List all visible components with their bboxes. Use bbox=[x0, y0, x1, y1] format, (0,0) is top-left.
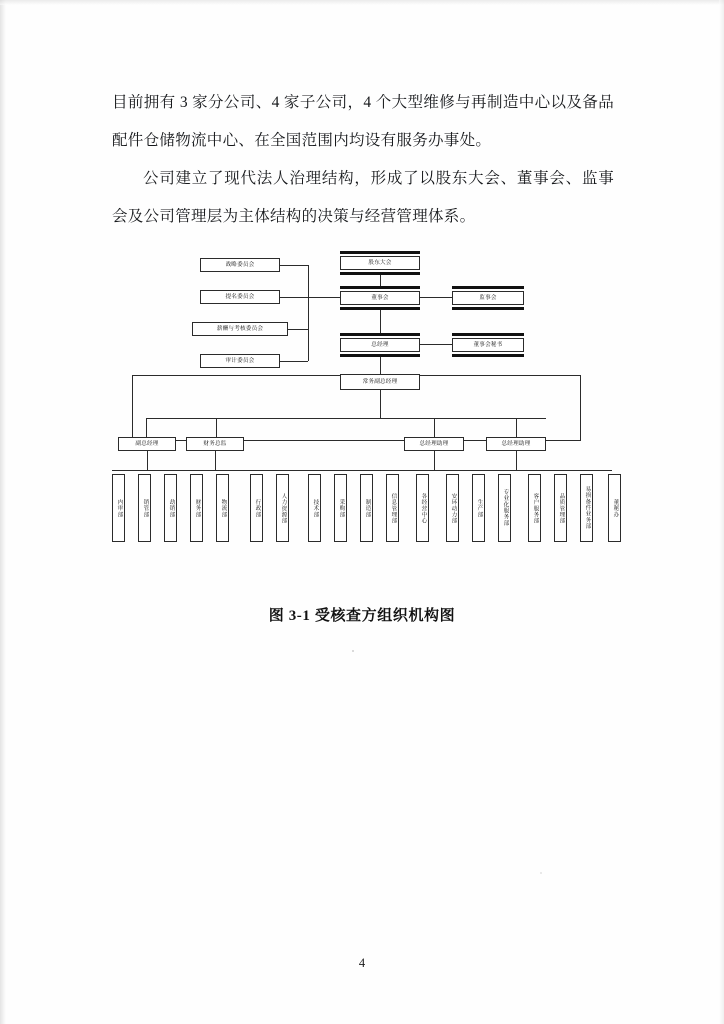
leaf-dept-business-centers: 各经营中心 bbox=[416, 474, 429, 542]
page-number: 4 bbox=[358, 956, 366, 970]
node-cfo: 财务总监 bbox=[186, 437, 244, 451]
line-rail-to-assistant-2 bbox=[516, 418, 517, 438]
leaf-dept-sales-support: 劫销部 bbox=[164, 474, 177, 542]
body-text bbox=[112, 84, 614, 236]
leaf-dept-professional-services: 专业化服务部 bbox=[498, 474, 511, 542]
leaf-dept-quality-management: 品质管理部 bbox=[554, 474, 567, 542]
leaf-dept-production: 生产部 bbox=[472, 474, 485, 542]
department-rail bbox=[112, 470, 612, 471]
node-committee-compensation: 薪酬与考核委员会 bbox=[192, 322, 288, 336]
scan-speck-2 bbox=[540, 872, 542, 874]
bar-shareholders-top bbox=[340, 251, 420, 254]
node-gm-assistant-1: 总经理助理 bbox=[404, 437, 464, 451]
line-deputy-gm-down bbox=[147, 451, 148, 470]
node-committee-strategy: 战略委员会 bbox=[200, 258, 280, 272]
line-board-to-supervisory bbox=[420, 297, 452, 298]
line-gm-to-secretary bbox=[420, 344, 452, 345]
leaf-dept-manufacturing: 制造部 bbox=[360, 474, 373, 542]
leaf-dept-administration: 行政部 bbox=[250, 474, 263, 542]
scan-edge-top bbox=[0, 0, 724, 5]
scan-speck-1 bbox=[352, 650, 354, 652]
bar-gm-top bbox=[340, 333, 420, 336]
line-deputy-down bbox=[380, 390, 381, 418]
line-assistant-2-down bbox=[516, 451, 517, 470]
leaf-dept-procurement: 采购部 bbox=[334, 474, 347, 542]
leaf-dept-logistics: 物流部 bbox=[216, 474, 229, 542]
committee-to-board bbox=[308, 297, 342, 298]
enclosure-top-left bbox=[132, 375, 340, 376]
committee-rail bbox=[308, 265, 309, 361]
leaf-dept-finance: 财务部 bbox=[190, 474, 203, 542]
node-board-of-directors: 董事会 bbox=[340, 291, 420, 305]
line-rail-to-deputy-gm bbox=[146, 418, 147, 438]
line-rail-to-cfo bbox=[216, 418, 217, 438]
line-assistant-1-down bbox=[434, 451, 435, 470]
node-shareholders-meeting: 股东大会 bbox=[340, 256, 420, 270]
line-rail-to-assistant-1 bbox=[434, 418, 435, 438]
line-gm-to-deputy bbox=[380, 357, 381, 375]
bar-supervisory-top bbox=[452, 286, 524, 289]
line-cfo-down bbox=[215, 451, 216, 470]
node-board-secretary: 董事会秘书 bbox=[452, 338, 524, 352]
paragraph-2: 公司建立了现代法人治理结构，形成了以股东大会、董事会、监事会及公司管理层为主体结构的决策与经营管理体系。 bbox=[112, 170, 614, 225]
middle-rail bbox=[146, 418, 546, 419]
leaf-dept-information-management: 信息管理部 bbox=[386, 474, 399, 542]
enclosure-right bbox=[580, 375, 581, 441]
enclosure-left bbox=[132, 375, 133, 441]
node-committee-audit: 审计委员会 bbox=[200, 354, 280, 368]
committee-link-1 bbox=[280, 265, 308, 266]
bar-board-secretary-bottom bbox=[452, 354, 524, 357]
leaf-dept-sales-management: 销管部 bbox=[138, 474, 151, 542]
leaf-dept-internal-audit: 内审部 bbox=[112, 474, 125, 542]
node-deputy-general-manager: 副总经理 bbox=[118, 437, 176, 451]
leaf-dept-human-resources: 人力资源部 bbox=[276, 474, 289, 542]
bar-supervisory-bottom bbox=[452, 307, 524, 310]
scan-edge-right bbox=[719, 0, 724, 1024]
node-general-manager: 总经理 bbox=[340, 338, 420, 352]
leaf-dept-technology: 技术部 bbox=[308, 474, 321, 542]
committee-link-2 bbox=[280, 297, 308, 298]
committee-link-3 bbox=[288, 329, 308, 330]
enclosure-top-right bbox=[420, 375, 580, 376]
node-supervisory-board: 监事会 bbox=[452, 291, 524, 305]
org-chart bbox=[104, 248, 624, 593]
leaf-dept-safety-environment-power: 安环动力部 bbox=[446, 474, 459, 542]
figure-caption: 图 3-1 受核查方组织机构图 bbox=[268, 608, 456, 624]
node-committee-nomination: 提名委员会 bbox=[200, 290, 280, 304]
paragraph-1: 目前拥有 3 家分公司、4 家子公司，4 个大型维修与再制造中心以及备品配件仓储物流中心、在全国范围内均设有服务办事处。 bbox=[112, 94, 614, 149]
leaf-dept-customer-service: 客户服务部 bbox=[528, 474, 541, 542]
committee-link-4 bbox=[280, 361, 308, 362]
leaf-dept-board-secretary-office: 董秘办 bbox=[608, 474, 621, 542]
node-executive-deputy-gm: 常务副总经理 bbox=[340, 374, 420, 390]
bar-board-secretary-top bbox=[452, 333, 524, 336]
scan-edge-left bbox=[0, 0, 6, 1024]
leaf-dept-spare-parts-business: 易损备件业务部 bbox=[580, 474, 593, 542]
bar-board-top bbox=[340, 286, 420, 289]
node-gm-assistant-2: 总经理助理 bbox=[486, 437, 546, 451]
